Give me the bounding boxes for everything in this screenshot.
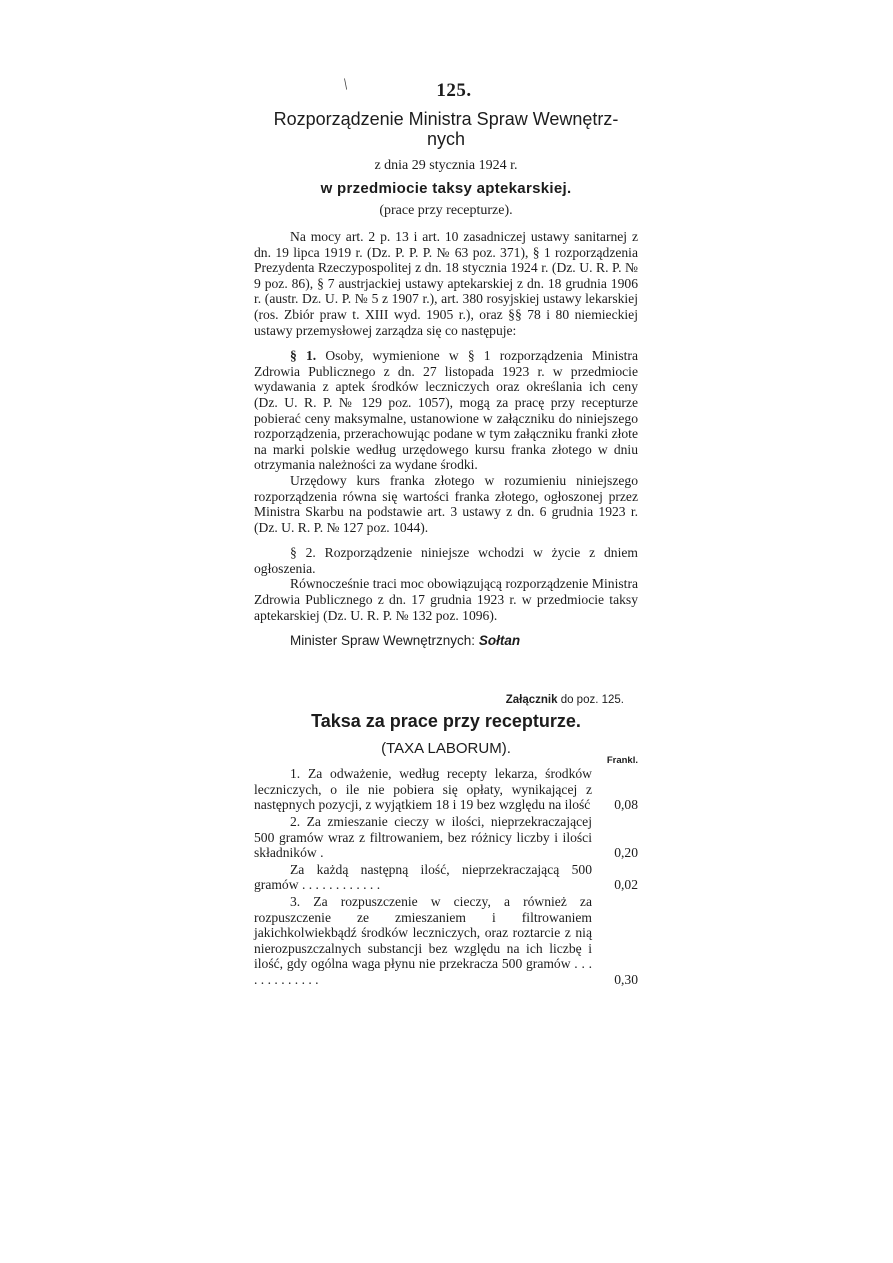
attachment-label [254, 694, 624, 706]
scan-mark: / [339, 76, 353, 94]
title-line-2: nych [426, 129, 466, 149]
attachment-title: Taksa za prace przy recepturze. [311, 711, 581, 732]
section-1-text: Osoby, wymienione w § 1 rozporządzenia Ministra Zdrowia Publicznego z dn. 27 listopada 1923 r. w przedmiocie wydawania z aptek środków leczniczych oraz określania ich ceny (Dz. U. R. P. № 129 poz. 1057), mogą za pracę przy recepturze pobierać ceny maksymalne, ustanowione w załączniku do niniejszego rozporządzenia, przerachowując podane w tym załączniku franki złote na marki polskie według urzędowego kursu franka złotego w dniu otrzymania należności za wydane środki. [254, 348, 638, 473]
section-1-label: § 1. [290, 348, 317, 364]
tariff-list [254, 766, 638, 987]
attachment-word: Załącznik [505, 694, 558, 707]
document-page [254, 80, 638, 988]
document-subject: w przedmiocie taksy aptekarskiej. [320, 180, 572, 197]
document-title [254, 109, 638, 149]
attachment-ref: do poz. 125. [560, 694, 624, 707]
tariff-item [254, 862, 638, 893]
tariff-item-price: 0,30 [614, 971, 638, 987]
tariff-item-text: 2. Za zmieszanie cieczy w ilości, nieprzekraczającej 500 gramów wraz z filtrowaniem, bez różnicy liczby i ilości składników . [254, 814, 592, 861]
document-date: z dnia 29 stycznia 1924 r. [374, 158, 518, 173]
tariff-item-text: Za każdą następną ilość, nieprzekraczającą 500 gramów . . . . . . . . . . . . [254, 861, 592, 893]
document-subtitle: (prace przy recepturze). [379, 203, 513, 218]
tariff-item [254, 766, 638, 813]
tariff-item [254, 894, 638, 988]
intro-paragraph: Na mocy art. 2 p. 13 i art. 10 zasadniczej ustawy sanitarnej z dn. 19 lipca 1919 r. (Dz. P. P. P. № 63 poz. 371), § 1 rozporządzenia Prezydenta Rzeczypospolitej z dn. 18 stycznia 1924 r. (Dz. U. R. P. № 9 poz. 86), § 7 austrjackiej ustawy aptekarskiej z dn. 18 grudnia 1906 r. (austr. Dz. U. P. № 5 z 1907 r.), art. 380 rosyjskiej ustawy lekarskiej (ros. Zbiór praw t. XIII wyd. 1905 r.), oraz §§ 78 i 80 niemieckiej ustawy przemysłowej zarządza się co następuje: [254, 229, 638, 338]
section-2-paragraph [254, 545, 638, 576]
tariff-item-price: 0,08 [614, 797, 638, 813]
section-1-paragraph-2: Urzędowy kurs franka złotego w rozumieniu niniejszego rozporządzenia równa się wartości franka złotego, ogłoszonej przez Ministra Skarbu na podstawie art. 3 ustawy z dn. 6 grudnia 1923 r. (Dz. U. R. P. № 127 poz. 1044). [254, 472, 638, 535]
section-2-label: § 2. [290, 545, 316, 561]
section-2-paragraph-2: Równocześnie traci moc obowiązującą rozporządzenie Ministra Zdrowia Publicznego z dn. 17 grudnia 1923 r. w przedmiocie taksy aptekarskiej (Dz. U. R. P. № 132 poz. 1096). [254, 576, 638, 623]
title-line-1: Rozporządzenie Ministra Spraw Wewnętrz- [273, 109, 619, 129]
tariff-item-price: 0,02 [614, 877, 638, 893]
signature-label: Minister Spraw Wewnętrznych: [290, 633, 476, 649]
tariff-item [254, 814, 638, 861]
tariff-item-text: 1. Za odważenie, według recepty lekarza, środków leczniczych, o ile nie pobiera się opłaty, wynikającej z następnych pozycji, z wyjątkiem 18 i 19 bez względu na ilość [254, 766, 592, 813]
currency-column-header: Frankl. [606, 755, 638, 767]
section-2-text: Rozporządzenie niniejsze wchodzi w życie z dniem ogłoszenia. [254, 545, 638, 576]
attachment-latin-title: (TAXA LABORUM). [381, 740, 511, 758]
tariff-item-price: 0,20 [614, 845, 638, 861]
signature-name: Sołtan [478, 633, 521, 649]
document-number: 125. [436, 80, 472, 101]
tariff-item-text: 3. Za rozpuszczenie w cieczy, a również za rozpuszczenie ze zmieszaniem i filtrowaniem jakichkolwiekbądź środków leczniczych, oraz roztarcie z nią nierozpuszczalnych substancji bez względu na ich liczbę i ilość, gdy ogólna waga płynu nie przekracza 500 gramów . . . . . . . . . . . . . [254, 894, 592, 987]
signature [254, 633, 638, 648]
section-1-paragraph [254, 348, 638, 473]
